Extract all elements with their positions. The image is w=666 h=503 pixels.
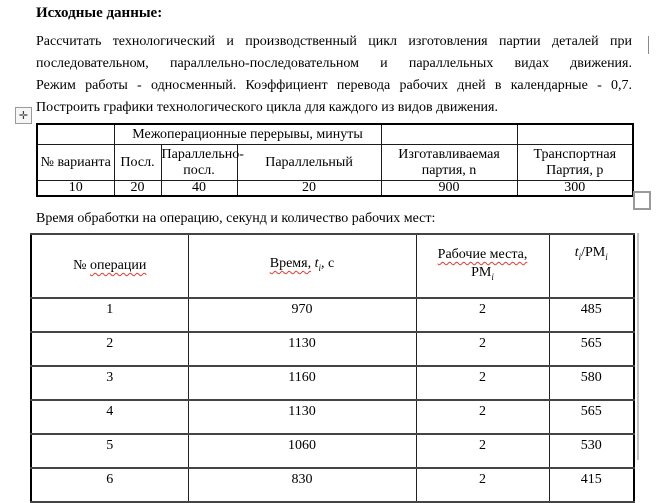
ratio-cell: 565 [549,400,634,434]
ratio-header-cell: $t_i/РМ_i$ [549,234,634,298]
batch-header-cell: Изготавливаемая партия, n [381,145,517,181]
group-header-cell: Межоперационные перерывы, минуты [114,124,381,145]
workplaces-cell: 2 [416,298,549,332]
op-number-cell: 3 [31,366,188,400]
workplaces-header-cell: Рабочие места, $РМ_i$ [416,234,549,298]
paragraph-line: Построить графики технологического цикла для каждого из видов движения. [36,100,498,115]
table-row [31,468,634,502]
table-row [37,124,633,145]
table-row [37,181,633,197]
time-cell: 830 [188,468,416,502]
batch-value-cell: 900 [381,181,517,197]
time-cell: 1130 [188,332,416,366]
table-boundary-line [637,233,639,460]
op-number-cell: 6 [31,468,188,502]
operations-table [30,233,635,503]
move-icon: ✛ [18,109,29,122]
workplaces-cell: 2 [416,400,549,434]
time-cell: 1160 [188,366,416,400]
table-row [31,298,634,332]
workplaces-cell: 2 [416,468,549,502]
input-data-table [36,123,634,197]
variant-header-cell: № варианта [37,145,114,181]
variant-value-cell: 10 [37,181,114,197]
table-row [31,434,634,468]
document-heading: Исходные данные: [36,5,163,21]
parallel-seq-value-cell: 40 [161,181,237,197]
parallel-seq-header-cell: Параллельно-посл. [161,145,237,181]
ratio-cell: 415 [549,468,634,502]
seq-value-cell: 20 [114,181,161,197]
empty-cell [381,124,517,145]
time-header-cell: Время, $t_i$, с [188,234,416,298]
operation-header-cell: № операции [31,234,188,298]
op-number-cell: 4 [31,400,188,434]
time-cell: 970 [188,298,416,332]
operations-caption: Время обработки на операцию, секунд и количество рабочих мест: [36,211,436,226]
parallel-header-cell: Параллельный [237,145,381,181]
transport-header-cell: Транспортная Партия, p [517,145,633,181]
ratio-cell: 530 [549,434,634,468]
table-row [37,145,633,181]
op-number-cell: 2 [31,332,188,366]
time-cell: 1130 [188,400,416,434]
op-number-cell: 5 [31,434,188,468]
table-resize-handle[interactable] [633,191,651,210]
transport-value-cell: 300 [517,181,633,197]
task-paragraph [36,31,632,119]
text-cursor [648,36,649,54]
table-move-handle[interactable] [15,107,32,124]
workplaces-cell: 2 [416,366,549,400]
table-header-row [31,234,634,298]
ratio-cell: 485 [549,298,634,332]
table-row [31,332,634,366]
workplaces-cell: 2 [416,332,549,366]
time-cell: 1060 [188,434,416,468]
table-row [31,366,634,400]
empty-cell [517,124,633,145]
ratio-cell: 580 [549,366,634,400]
empty-cell [37,124,114,145]
paragraph-line: последовательном, параллельно-последовательном и параллельных видах движения. [36,56,632,71]
table-row [31,400,634,434]
paragraph-line: Режим работы - односменный. Коэффициент перевода рабочих дней в календарные - 0,7. [36,78,632,93]
workplaces-cell: 2 [416,434,549,468]
parallel-value-cell: 20 [237,181,381,197]
ratio-cell: 565 [549,332,634,366]
seq-header-cell: Посл. [114,145,161,181]
paragraph-line: Рассчитать технологический и производственный цикл изготовления партии деталей при [36,34,632,49]
op-number-cell: 1 [31,298,188,332]
